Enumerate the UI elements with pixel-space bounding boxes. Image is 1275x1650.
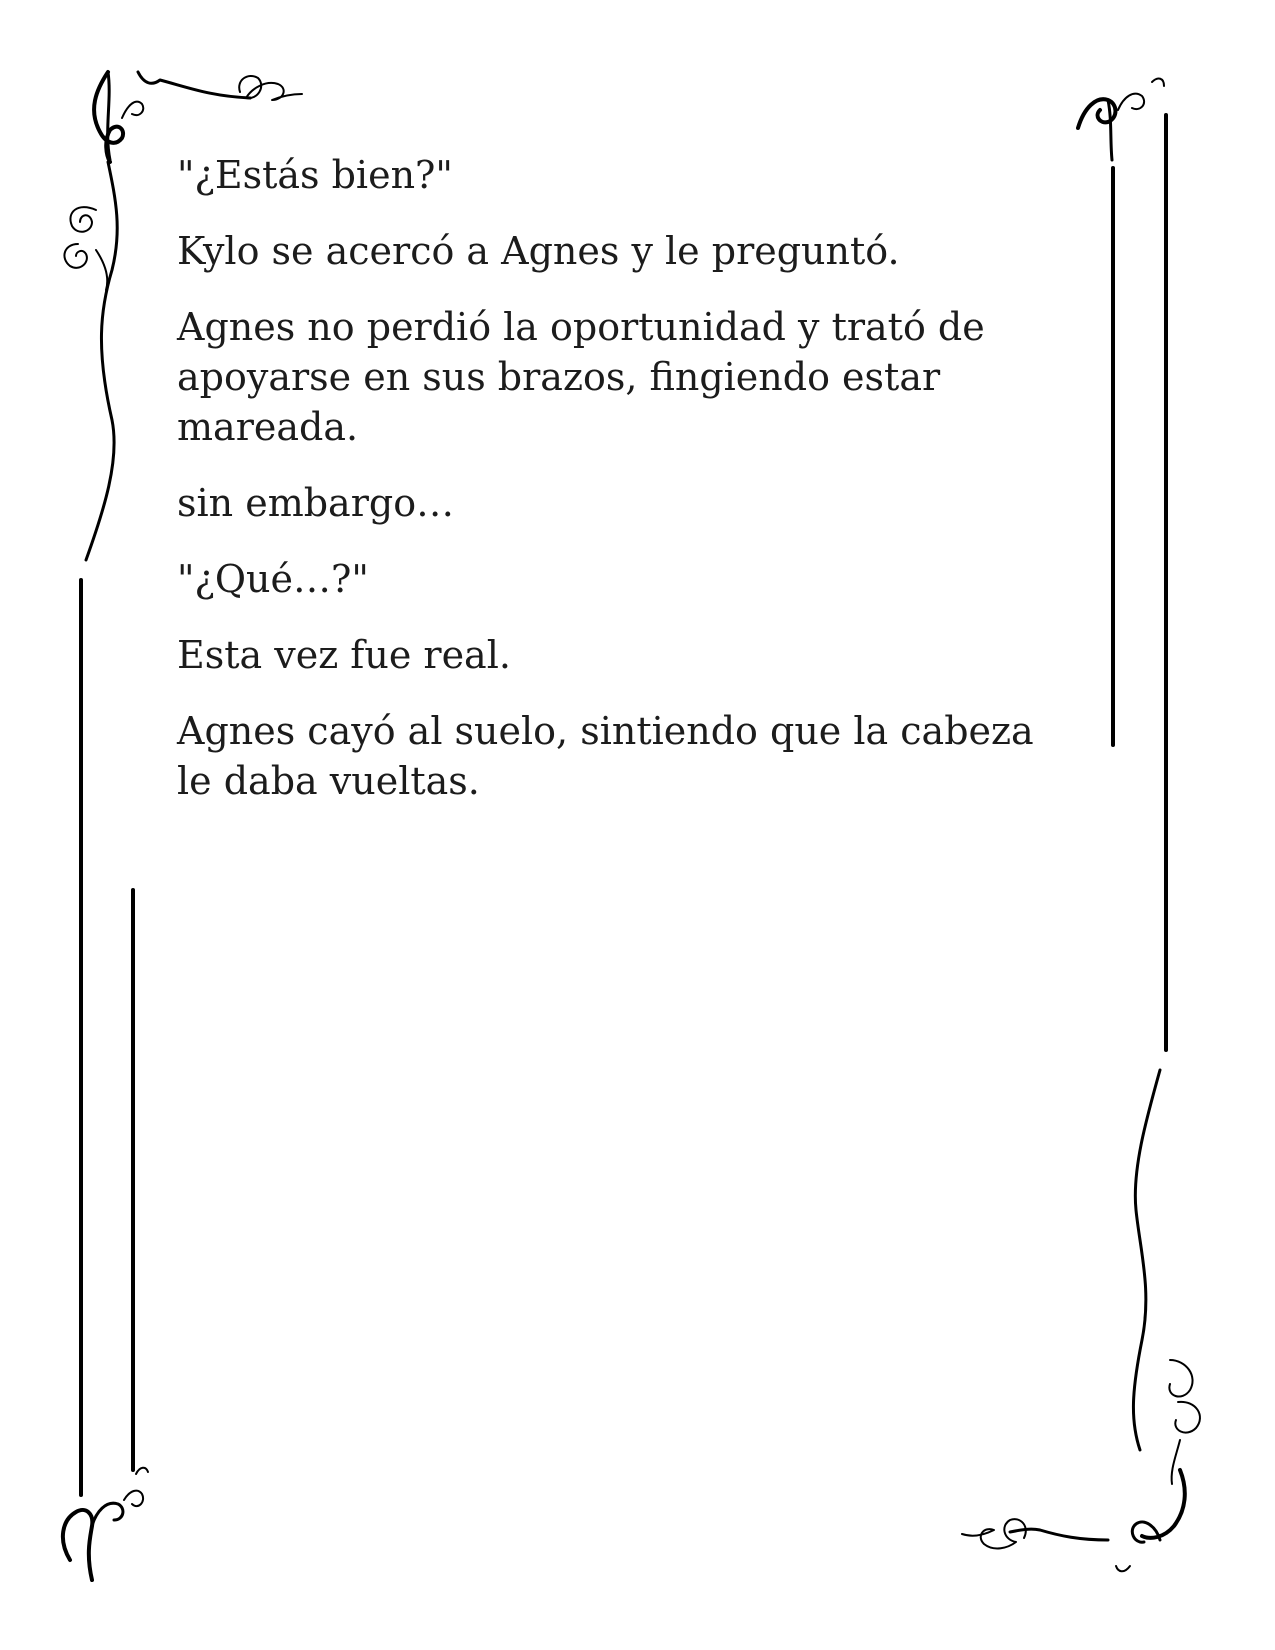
paragraph-6: Esta vez fue real. bbox=[177, 633, 511, 677]
bottom-left-flourish-icon bbox=[63, 1468, 148, 1580]
paragraph-4: sin embargo… bbox=[177, 481, 455, 525]
paragraph-5: "¿Qué…?" bbox=[177, 557, 369, 601]
bottom-right-flourish-icon bbox=[962, 1070, 1200, 1571]
paragraph-2: Kylo se acercó a Agnes y le preguntó. bbox=[177, 229, 900, 273]
paragraph-3: Agnes no perdió la oportunidad y trató de apoyarse en sus brazos, fingiendo estar mareada. bbox=[177, 305, 985, 449]
paragraph-7: Agnes cayó al suelo, sintiendo que la cabeza le daba vueltas. bbox=[177, 709, 1034, 803]
paragraph-1: "¿Estás bien?" bbox=[177, 153, 453, 197]
top-right-flourish-icon bbox=[1078, 79, 1164, 160]
story-text bbox=[177, 150, 1077, 832]
